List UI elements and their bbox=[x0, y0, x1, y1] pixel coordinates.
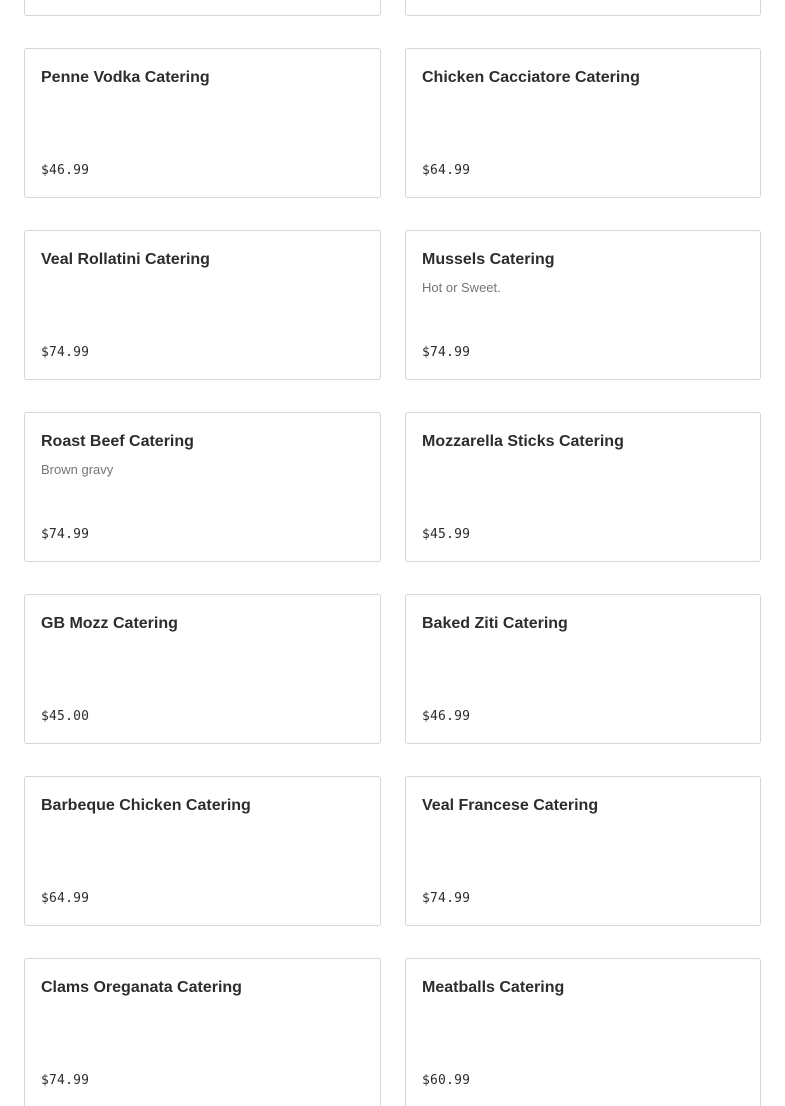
menu-item-card[interactable] bbox=[405, 48, 761, 198]
menu-item-name: Baked Ziti Catering bbox=[422, 615, 568, 632]
menu-item-name: Barbeque Chicken Catering bbox=[41, 797, 251, 814]
menu-item-name: GB Mozz Catering bbox=[41, 615, 178, 632]
menu-item-price: $45.00 bbox=[41, 709, 90, 724]
menu-item-name: Chicken Cacciatore Catering bbox=[422, 69, 640, 86]
menu-item-price: $64.99 bbox=[422, 163, 471, 178]
menu-item-card[interactable] bbox=[405, 230, 761, 380]
menu-item-price: $74.99 bbox=[41, 527, 90, 542]
menu-item-price: $60.99 bbox=[422, 1073, 471, 1088]
menu-item-name: Mussels Catering bbox=[422, 251, 555, 268]
menu-item-card[interactable] bbox=[24, 412, 381, 562]
menu-item-price: $74.99 bbox=[41, 345, 90, 360]
menu-item-description: Brown gravy bbox=[41, 462, 114, 477]
menu-item-card[interactable] bbox=[405, 412, 761, 562]
menu-item-name: Meatballs Catering bbox=[422, 979, 565, 996]
menu-item-card[interactable] bbox=[405, 776, 761, 926]
menu-item-card[interactable] bbox=[405, 0, 761, 16]
menu-item-card[interactable] bbox=[24, 958, 381, 1106]
menu-item-card[interactable] bbox=[24, 230, 381, 380]
menu-item-name: Mozzarella Sticks Catering bbox=[422, 433, 624, 450]
menu-item-name: Veal Francese Catering bbox=[422, 797, 599, 814]
menu-item-description: Hot or Sweet. bbox=[422, 280, 501, 295]
menu-item-price: $64.99 bbox=[41, 891, 90, 906]
menu-item-card[interactable] bbox=[24, 0, 381, 16]
menu-item-card[interactable] bbox=[24, 48, 381, 198]
menu-item-name: Veal Rollatini Catering bbox=[41, 251, 210, 268]
menu-item-name: Clams Oreganata Catering bbox=[41, 979, 242, 996]
menu-item-name: Penne Vodka Catering bbox=[41, 69, 210, 86]
menu-item-price: $74.99 bbox=[41, 1073, 90, 1088]
menu-item-price: $46.99 bbox=[422, 709, 471, 724]
menu-item-card[interactable] bbox=[405, 958, 761, 1106]
menu-item-price: $74.99 bbox=[422, 891, 471, 906]
menu-item-name: Roast Beef Catering bbox=[41, 433, 194, 450]
menu-item-price: $45.99 bbox=[422, 527, 471, 542]
menu-item-card[interactable] bbox=[405, 594, 761, 744]
menu-item-card[interactable] bbox=[24, 594, 381, 744]
menu-item-card[interactable] bbox=[24, 776, 381, 926]
menu-item-price: $74.99 bbox=[422, 345, 471, 360]
menu-item-price: $46.99 bbox=[41, 163, 90, 178]
